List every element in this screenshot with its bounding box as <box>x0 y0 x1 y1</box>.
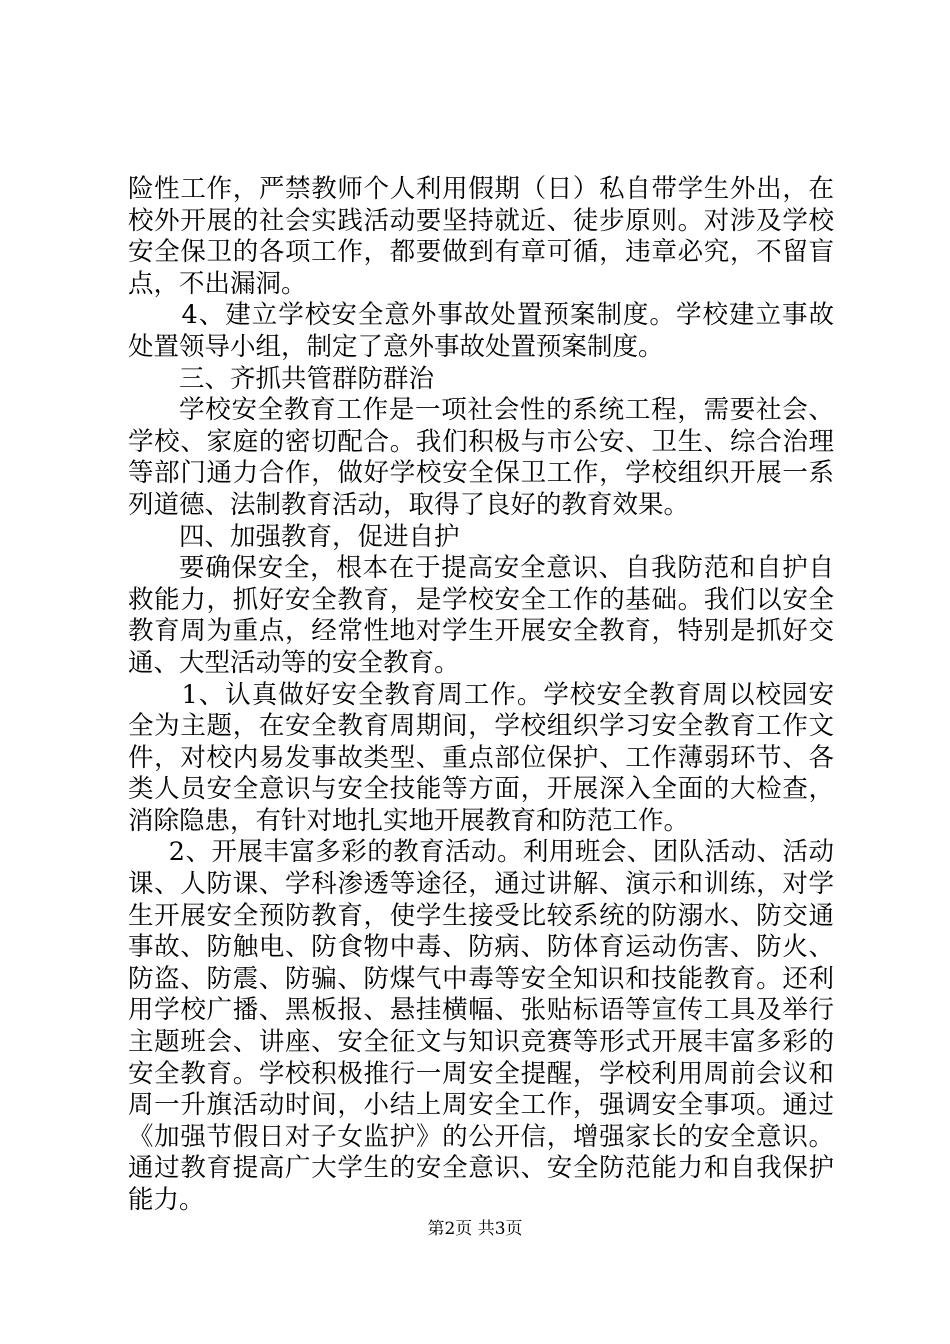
page-footer: 第2页 共3页 <box>427 1219 523 1239</box>
paragraph-continuation: 险性工作，严禁教师个人利用假期（日）私自带学生外出，在校外开展的社会实践活动要坚持就近、徒步原则。对涉及学校安全保卫的各项工作，都要做到有章可循，违章必究，不留盲点，不出漏洞。 <box>128 174 834 299</box>
paragraph-section-4-body: 要确保安全，根本在于提高安全意识、自我防范和自护自救能力，抓好安全教育，是学校安全工作的基础。我们以安全教育周为重点，经常性地对学生开展安全教育，特别是抓好交通、大型活动等的安全教育。 <box>128 553 834 678</box>
document-body <box>128 174 834 1217</box>
paragraph-item-4: 4、建立学校安全意外事故处置预案制度。学校建立事故处置领导小组，制定了意外事故处置预案制度。 <box>128 300 834 362</box>
section-heading-3: 三、齐抓共管群防群治 <box>179 363 435 394</box>
paragraph-item-2: 2、开展丰富多彩的教育活动。利用班会、团队活动、活动课、人防课、学科渗透等途径，通过讲解、演示和训练，对学生开展安全预防教育，使学生接受比较系统的防溺水、防交通事故、防触电、防食物中毒、防病、防体育运动伤害、防火、防盗、防震、防骗、防煤气中毒等安全知识和技能教育。还利用学校广播、黑板报、悬挂横幅、张贴标语等宣传工具及举行主题班会、讲座、安全征文与知识竞赛等形式开展丰富多彩的安全教育。学校积极推行一周安全提醒，学校利用周前会议和周一升旗活动时间，小结上周安全工作，强调安全事项。通过《加强节假日对子女监护》的公开信，增强家长的安全意识。通过教育提高广大学生的安全意识、安全防范能力和自我保护能力。 <box>128 837 834 1215</box>
paragraph-section-3-body: 学校安全教育工作是一项社会性的系统工程，需要社会、学校、家庭的密切配合。我们积极与市公安、卫生、综合治理等部门通力合作，做好学校安全保卫工作，学校组织开展一系列道德、法制教育活动，取得了良好的教育效果。 <box>128 395 834 520</box>
section-heading-4: 四、加强教育，促进自护 <box>179 521 460 552</box>
paragraph-item-1: 1、认真做好安全教育周工作。学校安全教育周以校园安全为主题，在安全教育周期间，学校组织学习安全教育工作文件，对校内易发事故类型、重点部位保护、工作薄弱环节、各类人员安全意识与安全技能等方面，开展深入全面的大检查，消除隐患，有针对地扎实地开展教育和防范工作。 <box>128 679 834 836</box>
